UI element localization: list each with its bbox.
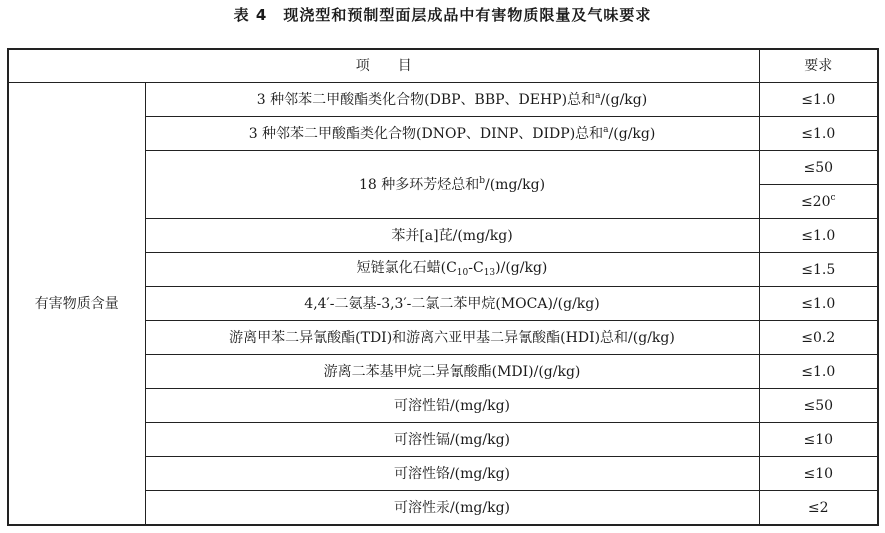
- requirement-cell: ≤50: [759, 389, 878, 423]
- requirement-cell: ≤0.2: [759, 321, 878, 355]
- item-cell: 游离甲苯二异氰酸酯(TDI)和游离六亚甲基二异氰酸酯(HDI)总和/(g/kg): [145, 321, 759, 355]
- item-cell: 可溶性汞/(mg/kg): [145, 491, 759, 526]
- requirement-cell: ≤1.5: [759, 253, 878, 287]
- item-cell: 3 种邻苯二甲酸酯类化合物(DNOP、DINP、DIDP)总和$^a$/(g/kg): [145, 117, 759, 151]
- item-cell: 3 种邻苯二甲酸酯类化合物(DBP、BBP、DEHP)总和$^a$/(g/kg): [145, 83, 759, 117]
- item-cell: 短链氯化石蜡$(C_{10}-C_{13})/(g/kg)$: [145, 253, 759, 287]
- requirement-cell: ≤1.0: [759, 83, 878, 117]
- requirement-cell: ≤1.0: [759, 219, 878, 253]
- category-cell: 有害物质含量: [8, 83, 145, 526]
- header-item: 项 目: [8, 49, 759, 83]
- header-row: [8, 49, 878, 83]
- header-requirement: 要求: [759, 49, 878, 83]
- requirement-cell: $\le 20^c$: [759, 185, 878, 219]
- table-title: 表 4 现浇型和预制型面层成品中有害物质限量及气味要求: [233, 6, 652, 24]
- requirement-cell: ≤1.0: [759, 355, 878, 389]
- table-row: [8, 83, 878, 117]
- requirement-cell: ≤1.0: [759, 117, 878, 151]
- item-cell: 游离二苯基甲烷二异氰酸酯(MDI)/(g/kg): [145, 355, 759, 389]
- hazard-limits-table: [7, 48, 879, 526]
- item-cell: 可溶性镉/(mg/kg): [145, 423, 759, 457]
- item-cell: 可溶性铅/(mg/kg): [145, 389, 759, 423]
- item-cell: 苯并[a]芘/(mg/kg): [145, 219, 759, 253]
- requirement-cell: ≤10: [759, 423, 878, 457]
- item-cell: 可溶性铬/(mg/kg): [145, 457, 759, 491]
- requirement-cell: ≤2: [759, 491, 878, 526]
- item-cell: 18 种多环芳烃总和$^b$/(mg/kg): [145, 151, 759, 219]
- requirement-cell: ≤50: [759, 151, 878, 185]
- item-cell: 4,4′-二氨基-3,3′-二氯二苯甲烷(MOCA)/(g/kg): [145, 287, 759, 321]
- requirement-cell: ≤1.0: [759, 287, 878, 321]
- requirement-cell: ≤10: [759, 457, 878, 491]
